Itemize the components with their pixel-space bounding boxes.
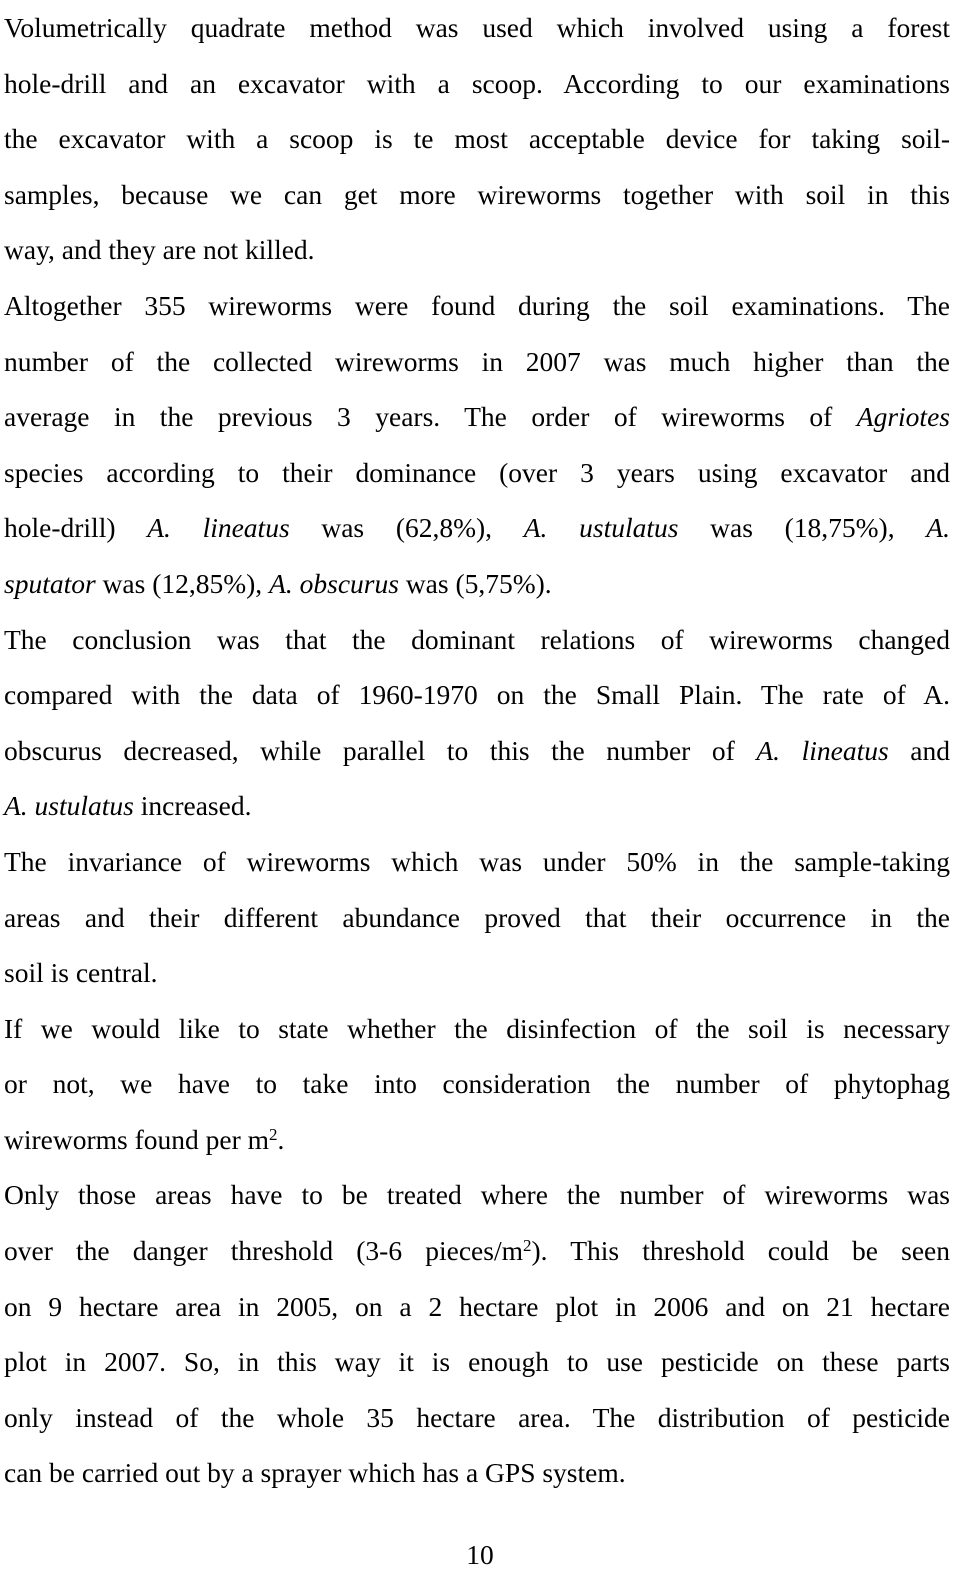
text-line: [4, 334, 950, 390]
text-line: [4, 1112, 950, 1168]
text-segment: Volumetrically quadrate method was used which involved using a forest: [4, 12, 950, 43]
text-segment: If we would like to state whether the disinfection of the soil is necessary: [4, 1012, 950, 1044]
text-line: [4, 834, 950, 890]
text-segment: number of the collected wireworms in 2007 was much higher than the: [4, 345, 950, 377]
text-line: [4, 1279, 950, 1335]
text-segment: over the danger threshold (3-6 pieces/m: [4, 1235, 523, 1267]
text-line: [4, 1056, 950, 1112]
text-line: [4, 945, 950, 1001]
text-segment: can be carried out by a sprayer which has a GPS system.: [4, 1457, 626, 1489]
italic-text-segment: A.: [926, 512, 950, 544]
text-line: [4, 1001, 950, 1057]
text-line: [4, 667, 950, 723]
text-line: [4, 167, 950, 223]
text-segment: on 9 hectare area in 2005, on a 2 hectare plot in 2006 and on 21 hectare: [4, 1290, 950, 1322]
superscript: 2: [269, 1124, 278, 1144]
text-line: [4, 278, 950, 334]
text-line: [4, 222, 950, 278]
text-segment: The conclusion was that the dominant relations of wireworms changed: [4, 623, 950, 655]
text-segment: ). This threshold could be seen: [531, 1235, 950, 1267]
text-segment: samples, because we can get more wireworms together with soil in this: [4, 178, 950, 210]
text-segment: was (5,75%).: [398, 567, 552, 599]
italic-text-segment: Agriotes: [856, 401, 950, 433]
text-line: [4, 445, 950, 501]
text-segment: or not, we have to take into consideration the number of phytophag: [4, 1068, 950, 1100]
text-line: [4, 1334, 950, 1390]
text-segment: species according to their dominance (over 3 years using excavator and: [4, 456, 950, 488]
text-line: [4, 612, 950, 668]
text-line: [4, 56, 950, 112]
italic-text-segment: A. lineatus: [147, 512, 290, 544]
text-segment: Only those areas have to be treated where the number of wireworms was: [4, 1179, 950, 1211]
text-segment: Altogether 355 wireworms were found during the soil examinations. The: [4, 289, 950, 321]
text-line: [4, 0, 950, 56]
italic-text-segment: A. obscurus: [269, 567, 399, 599]
text-segment: hole-drill and an excavator with a scoop. According to our examinations: [4, 67, 950, 99]
italic-text-segment: A. lineatus: [756, 734, 889, 766]
text-line: [4, 111, 950, 167]
text-segment: The invariance of wireworms which was under 50% in the sample-taking: [4, 845, 950, 877]
italic-text-segment: A. ustulatus: [523, 512, 679, 544]
text-segment: and: [888, 734, 950, 766]
text-segment: average in the previous 3 years. The order of wireworms of: [4, 401, 857, 433]
page-number: 10: [466, 1539, 494, 1570]
italic-text-segment: sputator: [4, 567, 96, 599]
text-line: [4, 500, 950, 556]
text-segment: areas and their different abundance proved that their occurrence in the: [4, 901, 950, 933]
text-segment: was (18,75%),: [678, 512, 927, 544]
text-segment: increased.: [133, 790, 252, 822]
text-segment: was (62,8%),: [289, 512, 524, 544]
text-line: [4, 778, 950, 834]
text-line: [4, 556, 950, 612]
text-line: [4, 723, 950, 779]
text-segment: the excavator with a scoop is te most acceptable device for taking soil-: [4, 123, 950, 155]
text-segment: way, and they are not killed.: [4, 234, 315, 266]
superscript: 2: [523, 1236, 532, 1256]
text-segment: plot in 2007. So, in this way it is enough to use pesticide on these parts: [4, 1346, 950, 1378]
text-segment: compared with the data of 1960-1970 on the Small Plain. The rate of A.: [4, 679, 950, 711]
text-line: [4, 1167, 950, 1223]
text-segment: was (12,85%),: [95, 567, 270, 599]
body-text: [4, 0, 950, 1501]
text-line: [4, 1223, 950, 1279]
text-segment: obscurus decreased, while parallel to this the number of: [4, 734, 757, 766]
text-segment: hole-drill): [4, 512, 148, 544]
text-segment: .: [277, 1123, 285, 1155]
text-line: [4, 890, 950, 946]
text-segment: soil is central.: [4, 957, 158, 989]
text-segment: wireworms found per m: [4, 1123, 270, 1155]
text-line: [4, 1390, 950, 1446]
text-segment: only instead of the whole 35 hectare area. The distribution of pesticide: [4, 1401, 950, 1433]
text-line: [4, 389, 950, 445]
text-line: [4, 1445, 950, 1501]
italic-text-segment: A. ustulatus: [4, 790, 134, 822]
